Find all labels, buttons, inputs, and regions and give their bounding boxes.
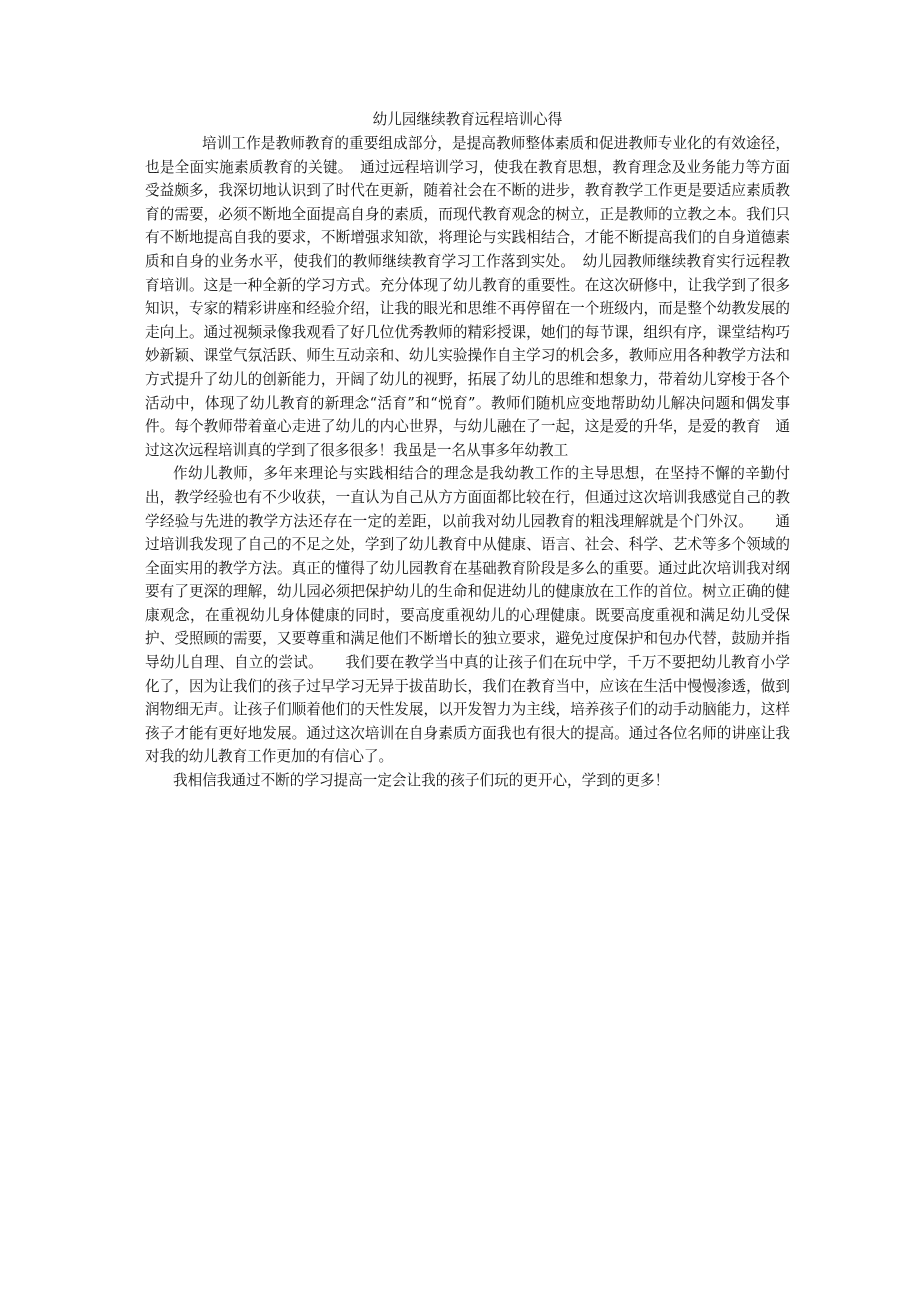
- paragraph-3: 我相信我通过不断的学习提高一定会让我的孩子们玩的更开心，学到的更多！: [173, 772, 670, 790]
- document-body: [145, 108, 790, 793]
- document-title: 幼儿园继续教育远程培训心得: [372, 111, 563, 128]
- paragraph-2: 作幼儿教师，多年来理论与实践相结合的理念是我幼教工作的主导思想，在坚持不懈的辛勤付出，教学经验也有不少收获，一直认为自己从方方面面都比较在行，但通过这次培训我感觉自己的教学经验与先进的教学方法还存在一定的差距，以前我对幼儿园教育的粗浅理解就是个门外汉。 通过培训我发现了自己的不足之处，学到了幼儿教育中从健康、语言、社会、科学、艺术等多个领域的全面实用的教学方法。真正的懂得了幼儿园教育在基础教育阶段是多么的重要。通过此次培训我对纲要有了更深的理解，幼儿园必须把保护幼儿的生命和促进幼儿的健康放在工作的首位。树立正确的健康观念，在重视幼儿身体健康的同时，要高度重视幼儿的心理健康。既要高度重视和满足幼儿受保护、受照顾的需要，又要尊重和满足他们不断增长的独立要求，避免过度保护和包办代替，鼓励并指导幼儿自理、自立的尝试。 我们要在教学当中真的让孩子们在玩中学，千万不要把幼儿教育小学化了，因为让我们的孩子过早学习无异于拔苗助长，我们在教育当中，应该在生活中慢慢渗透，做到润物细无声。让孩子们顺着他们的天性发展，以开发智力为主线，培养孩子们的动手动脑能力，这样孩子才能有更好地发展。通过这次培训在自身素质方面我也有很大的提高。通过各位名师的讲座让我对我的幼儿教育工作更加的有信心了。: [145, 465, 790, 766]
- paragraph-1: 培训工作是教师教育的重要组成部分，是提高教师整体素质和促进教师专业化的有效途径，也是全面实施素质教育的关键。 通过远程培训学习，使我在教育思想，教育理念及业务能力等方面受益颇多，我深切地认识到了时代在更新，随着社会在不断的进步，教育教学工作更是要适应素质教育的需要，必须不断地全面提高自身的素质，而现代教育观念的树立，正是教师的立教之本。我们只有不断地提高自我的要求，不断增强求知欲，将理论与实践相结合，才能不断提高我们的自身道德素质和自身的业务水平，使我们的教师继续教育学习工作落到实处。 幼儿园教师继续教育实行远程教育培训。这是一种全新的学习方式。充分体现了幼儿教育的重要性。在这次研修中，让我学到了很多知识，专家的精彩讲座和经验介绍，让我的眼光和思维不再停留在一个班级内，而是整个幼教发展的走向上。通过视频录像我观看了好几位优秀教师的精彩授课，她们的每节课，组织有序，课堂结构巧妙新颖、课堂气氛活跃、师生互动亲和、幼儿实验操作自主学习的机会多，教师应用各种教学方法和方式提升了幼儿的创新能力，开阔了幼儿的视野，拓展了幼儿的思维和想象力，带着幼儿穿梭于各个活动中，体现了幼儿教育的新理念“活育”和“悦育”。教师们随机应变地帮助幼儿解决问题和偶发事件。每个教师带着童心走进了幼儿的内心世界，与幼儿融在了一起，这是爱的升华，是爱的教育 通过这次远程培训真的学到了很多很多！我虽是一名从事多年幼教工: [145, 135, 790, 459]
